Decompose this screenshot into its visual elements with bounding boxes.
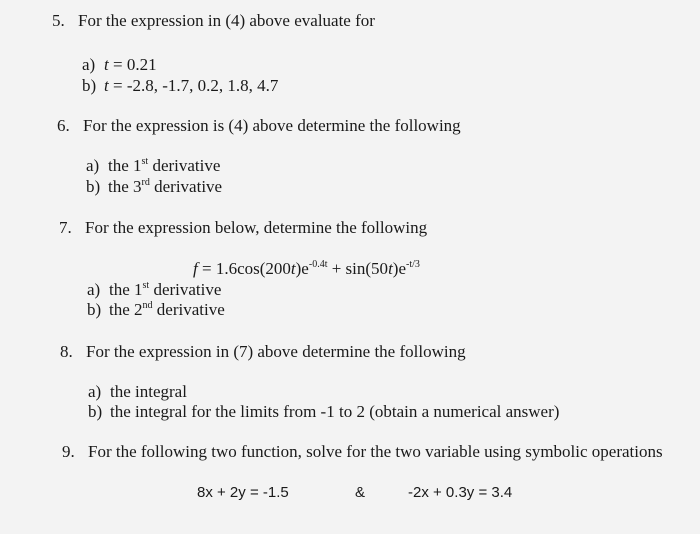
q6-prompt: For the expression is (4) above determine the following	[83, 116, 461, 135]
q8-a-text: the integral	[110, 382, 187, 401]
q5-number: 5.	[52, 11, 65, 30]
q7-a-label: a)	[87, 280, 101, 299]
q7-b-text: the 2	[109, 300, 143, 319]
q7-a-post: derivative	[149, 280, 222, 299]
q7-eq-part2: )e	[295, 259, 309, 278]
q8-heading	[60, 342, 466, 362]
q8-b-label: b)	[88, 402, 103, 421]
q7-b-label: b)	[87, 300, 102, 319]
q8-a-label: a)	[88, 382, 102, 401]
q6-b-text: the 3	[108, 177, 142, 196]
q7-eq-exp1: -0.4t	[308, 259, 328, 270]
q7-eq-part3: + sin(50	[327, 259, 389, 278]
q6-number: 6.	[57, 116, 70, 135]
q7-a-sup: st	[142, 280, 150, 291]
q7-number: 7.	[59, 218, 72, 237]
q7-eq-part4: )e	[392, 259, 407, 278]
q9-number: 9.	[62, 442, 75, 461]
q7-b-sup: nd	[142, 300, 153, 311]
q6-b-post: derivative	[149, 177, 223, 196]
q8-prompt: For the expression in (7) above determine the following	[86, 342, 466, 361]
q7-prompt: For the expression below, determine the following	[85, 218, 428, 237]
q5-a-value: = 0.21	[112, 55, 157, 74]
q7-b-post: derivative	[152, 300, 225, 319]
q6-b-sup: rd	[141, 177, 150, 188]
q6-a-sup: st	[141, 156, 149, 167]
q9-prompt: For the following two function, solve for the two variable using symbolic operations	[88, 442, 663, 461]
q7-eq-part1: = 1.6cos(200	[197, 259, 291, 278]
q7-eq-exp2: -t/3	[406, 259, 420, 270]
q5-prompt: For the expression in (4) above evaluate for	[78, 11, 375, 30]
q5-item-b	[82, 76, 278, 96]
q6-a-text: the 1	[108, 156, 142, 175]
q6-item-b	[86, 177, 222, 197]
q8-item-a	[88, 382, 187, 402]
q8-number: 8.	[60, 342, 73, 361]
q7-eq-t2: t	[388, 259, 393, 278]
q6-item-a	[86, 156, 220, 176]
q6-a-post: derivative	[148, 156, 221, 175]
q7-equation	[193, 259, 420, 279]
q5-b-label: b)	[82, 76, 97, 95]
q8-b-text: the integral for the limits from -1 to 2 (obtain a numerical answer)	[110, 402, 560, 421]
q9-equation-2: -2x + 0.3y = 3.4	[408, 484, 513, 501]
q9-equation-1: 8x + 2y = -1.5	[197, 484, 289, 501]
q8-item-b	[88, 402, 559, 422]
q7-eq-t1: t	[290, 259, 296, 278]
q9-heading	[62, 442, 663, 462]
q7-item-a	[87, 280, 221, 300]
q5-heading	[52, 11, 375, 31]
q5-b-value: = -2.8, -1.7, 0.2, 1.8, 4.7	[112, 76, 279, 95]
q7-a-text: the 1	[109, 280, 143, 299]
q9-ampersand: &	[355, 484, 366, 501]
q6-heading	[57, 116, 461, 136]
q5-b-var: t	[104, 76, 109, 95]
q6-a-label: a)	[86, 156, 100, 175]
q6-b-label: b)	[86, 177, 101, 196]
q7-eq-f: f	[193, 259, 198, 278]
q5-a-var: t	[104, 55, 109, 74]
q5-item-a	[82, 55, 157, 75]
q7-item-b	[87, 300, 225, 320]
q5-a-label: a)	[82, 55, 96, 74]
q7-heading	[59, 218, 427, 238]
